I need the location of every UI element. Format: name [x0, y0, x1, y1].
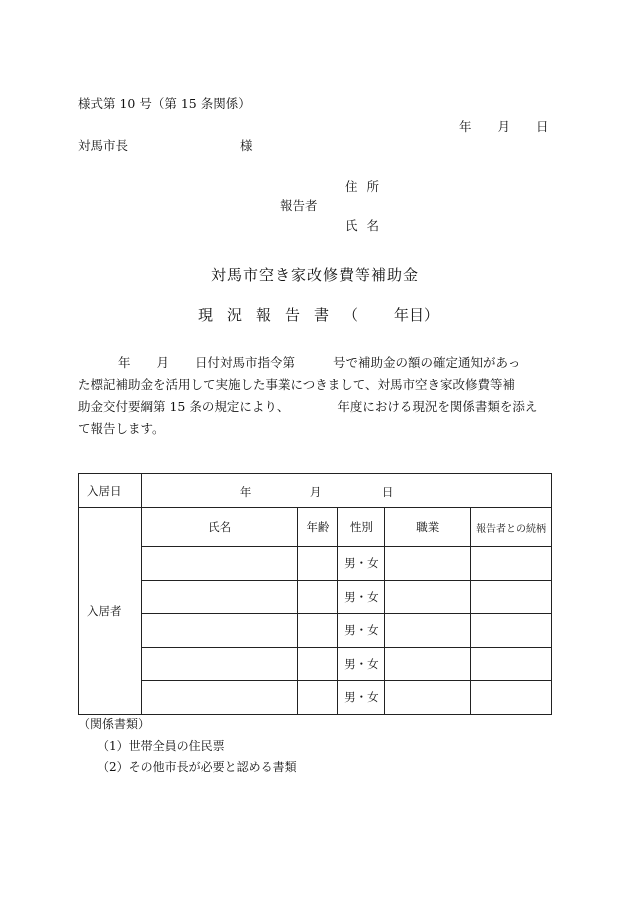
address-label: 住所	[345, 179, 389, 194]
body-text-b: 号で補助金の額の確定通知があっ	[333, 355, 521, 370]
report-title	[198, 304, 439, 325]
occupancy-table	[78, 473, 552, 715]
table-row	[79, 580, 552, 614]
occupant-name-cell[interactable]	[141, 647, 298, 681]
table-header-row	[79, 508, 552, 547]
body-line-4: て報告します。	[78, 421, 165, 436]
occupant-gender-cell[interactable]: 男・女	[338, 547, 385, 581]
occupant-occupation-cell[interactable]	[385, 614, 471, 648]
occupant-gender-cell[interactable]: 男・女	[338, 580, 385, 614]
header-relationship: 報告者との続柄	[471, 508, 552, 547]
date-month-label: 月	[497, 119, 511, 134]
occupant-occupation-cell[interactable]	[385, 547, 471, 581]
occupant-gender-cell[interactable]: 男・女	[338, 614, 385, 648]
reporter-label: 報告者	[280, 198, 318, 213]
occupant-relationship-cell[interactable]	[471, 580, 552, 614]
occupant-age-cell[interactable]	[298, 614, 338, 648]
report-title-paren: （	[343, 306, 359, 324]
occupant-name-cell[interactable]	[141, 614, 298, 648]
note-item: （1）世帯全員の住民票	[97, 739, 225, 753]
occupant-age-cell[interactable]	[298, 647, 338, 681]
occupant-occupation-cell[interactable]	[385, 647, 471, 681]
occupant-gender-cell[interactable]: 男・女	[338, 647, 385, 681]
occupant-name-cell[interactable]	[141, 681, 298, 715]
report-date	[459, 117, 549, 135]
header-occupation: 職業	[385, 508, 471, 547]
occupant-age-cell[interactable]	[298, 681, 338, 715]
move-in-year: 年	[239, 485, 252, 499]
header-age: 年齢	[298, 508, 338, 547]
note-item: （2）その他市長が必要と認める書類	[97, 760, 297, 774]
occupant-relationship-cell[interactable]	[471, 647, 552, 681]
move-in-date[interactable]	[141, 474, 551, 508]
report-title-years: 年目）	[394, 306, 440, 324]
notes-title: （関係書類）	[78, 717, 151, 731]
move-in-day: 日	[381, 485, 394, 499]
body-line-1	[78, 352, 553, 374]
occupant-name-cell[interactable]	[141, 547, 298, 581]
name-label: 氏名	[345, 218, 389, 233]
occupants-label: 入居者	[79, 508, 142, 715]
occupant-age-cell[interactable]	[298, 547, 338, 581]
move-in-label: 入居日	[79, 474, 142, 508]
body-line-3	[78, 396, 553, 418]
occupant-name-cell[interactable]	[141, 580, 298, 614]
occupant-occupation-cell[interactable]	[385, 580, 471, 614]
occupant-gender-cell[interactable]: 男・女	[338, 681, 385, 715]
table-row	[79, 647, 552, 681]
body-month: 月	[156, 355, 170, 370]
addressee	[78, 136, 253, 154]
body-text-c: 助金交付要綱第 15 条の規定により、	[78, 399, 290, 414]
report-body	[78, 352, 553, 440]
table-row	[79, 681, 552, 715]
body-line-2: た標記補助金を活用して実施した事業につきまして、対馬市空き家改修費等補	[78, 377, 516, 392]
addressee-honorific: 様	[240, 138, 253, 153]
body-year: 年	[118, 355, 131, 370]
move-in-month: 月	[309, 485, 322, 499]
occupant-relationship-cell[interactable]	[471, 614, 552, 648]
move-in-row	[79, 474, 552, 508]
body-text-d: 年度における現況を関係書類を添え	[337, 399, 538, 414]
header-name: 氏名	[141, 508, 298, 547]
date-year-label: 年	[459, 119, 472, 134]
report-title-main: 現況報告書	[198, 306, 344, 324]
occupant-age-cell[interactable]	[298, 580, 338, 614]
subsidy-title: 対馬市空き家改修費等補助金	[210, 266, 419, 284]
body-text-a: 日付対馬市指令第	[195, 355, 296, 370]
table-row	[79, 547, 552, 581]
occupant-occupation-cell[interactable]	[385, 681, 471, 715]
addressee-name: 対馬市長	[78, 138, 129, 153]
form-number: 様式第 10 号（第 15 条関係）	[78, 96, 251, 111]
occupant-relationship-cell[interactable]	[471, 547, 552, 581]
header-gender: 性別	[338, 508, 385, 547]
occupant-relationship-cell[interactable]	[471, 681, 552, 715]
date-day-label: 日	[536, 119, 549, 134]
table-row	[79, 614, 552, 648]
